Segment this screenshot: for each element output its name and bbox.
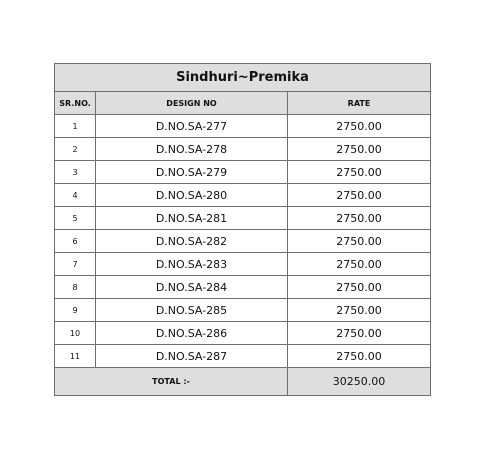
- rate-cell: 2750.00: [288, 345, 431, 368]
- design-no-cell: D.NO.SA-285: [96, 299, 288, 322]
- price-table: [54, 63, 431, 396]
- table-row: [55, 230, 431, 253]
- rate-cell: 2750.00: [288, 138, 431, 161]
- sr-no-cell: 10: [55, 322, 96, 345]
- design-no-cell: D.NO.SA-280: [96, 184, 288, 207]
- column-header-design-no: DESIGN NO: [96, 92, 288, 115]
- total-row: [55, 368, 431, 396]
- table-title: Sindhuri~Premika: [55, 64, 431, 92]
- rate-cell: 2750.00: [288, 161, 431, 184]
- rate-cell: 2750.00: [288, 207, 431, 230]
- design-no-cell: D.NO.SA-279: [96, 161, 288, 184]
- table-row: [55, 207, 431, 230]
- design-no-cell: D.NO.SA-282: [96, 230, 288, 253]
- rate-cell: 2750.00: [288, 253, 431, 276]
- sr-no-cell: 3: [55, 161, 96, 184]
- sr-no-cell: 7: [55, 253, 96, 276]
- table-row: [55, 322, 431, 345]
- table-row: [55, 138, 431, 161]
- table-row: [55, 276, 431, 299]
- column-header-row: [55, 92, 431, 115]
- sr-no-cell: 2: [55, 138, 96, 161]
- design-no-cell: D.NO.SA-278: [96, 138, 288, 161]
- design-no-cell: D.NO.SA-286: [96, 322, 288, 345]
- total-label: TOTAL :-: [55, 368, 288, 396]
- sr-no-cell: 5: [55, 207, 96, 230]
- sr-no-cell: 11: [55, 345, 96, 368]
- sr-no-cell: 4: [55, 184, 96, 207]
- rate-cell: 2750.00: [288, 322, 431, 345]
- rate-cell: 2750.00: [288, 230, 431, 253]
- table-row: [55, 299, 431, 322]
- table-row: [55, 345, 431, 368]
- sr-no-cell: 1: [55, 115, 96, 138]
- design-no-cell: D.NO.SA-284: [96, 276, 288, 299]
- rate-cell: 2750.00: [288, 184, 431, 207]
- table-row: [55, 184, 431, 207]
- sr-no-cell: 6: [55, 230, 96, 253]
- column-header-sr-no: SR.NO.: [55, 92, 96, 115]
- table-row: [55, 115, 431, 138]
- table-row: [55, 161, 431, 184]
- table-title-row: [55, 64, 431, 92]
- total-value: 30250.00: [288, 368, 431, 396]
- rate-cell: 2750.00: [288, 115, 431, 138]
- design-no-cell: D.NO.SA-277: [96, 115, 288, 138]
- table-row: [55, 253, 431, 276]
- rate-cell: 2750.00: [288, 276, 431, 299]
- sr-no-cell: 9: [55, 299, 96, 322]
- price-list-sheet: [54, 63, 430, 396]
- design-no-cell: D.NO.SA-287: [96, 345, 288, 368]
- design-no-cell: D.NO.SA-281: [96, 207, 288, 230]
- column-header-rate: RATE: [288, 92, 431, 115]
- design-no-cell: D.NO.SA-283: [96, 253, 288, 276]
- sr-no-cell: 8: [55, 276, 96, 299]
- rate-cell: 2750.00: [288, 299, 431, 322]
